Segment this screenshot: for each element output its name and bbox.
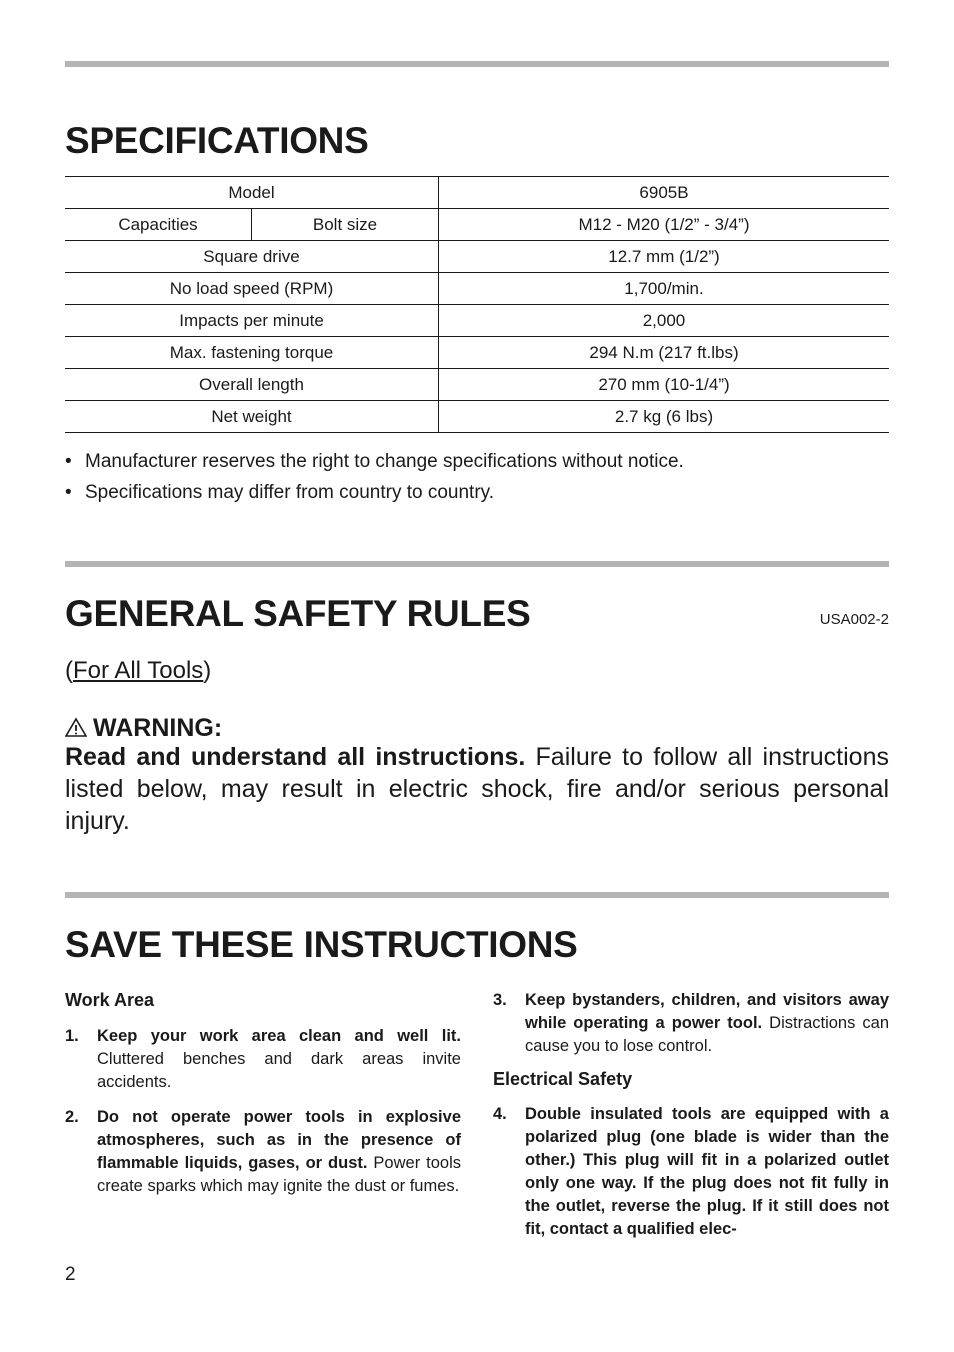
- list-item: 1. Keep your work area clean and well lit. Cluttered benches and dark areas invite accidents.: [65, 1027, 461, 1091]
- spec-value: 1,700/min.: [439, 273, 890, 305]
- spec-label: Square drive: [65, 241, 439, 273]
- table-row: [65, 337, 889, 369]
- top-rule: [65, 61, 889, 67]
- document-code: USA002-2: [819, 611, 889, 628]
- spec-value: 12.7 mm (1/2”): [439, 241, 890, 273]
- warning-heading: WARNING:: [65, 714, 222, 743]
- list-item: 3. Keep bystanders, children, and visitors away while operating a power tool. Distractions can cause you to lose control.: [493, 991, 889, 1055]
- spec-value: M12 - M20 (1/2” - 3/4”): [439, 209, 890, 241]
- spec-value: 2.7 kg (6 lbs): [439, 401, 890, 433]
- spec-label: Impacts per minute: [65, 305, 439, 337]
- left-column: [65, 989, 461, 1198]
- table-row: [65, 241, 889, 273]
- section-rule: [65, 561, 889, 567]
- list-item: 4. Double insulated tools are equipped with a polarized plug (one blade is wider than the other.) This plug will fit in a polarized outlet only one way. If the plug does not fit fully in the outlet, reverse the plug. If it still does not fit, contact a qualified elec-: [493, 1105, 889, 1238]
- bullet-icon: •: [65, 451, 72, 472]
- note-text: Manufacturer reserves the right to change specifications without notice.: [85, 451, 684, 472]
- spec-label: Overall length: [65, 369, 439, 401]
- list-item: [65, 481, 684, 512]
- table-row: [65, 369, 889, 401]
- bullet-icon: •: [65, 482, 72, 503]
- specifications-title: SPECIFICATIONS: [65, 120, 369, 161]
- page-number: 2: [65, 1264, 76, 1285]
- right-column: [493, 989, 889, 1241]
- section-rule: [65, 892, 889, 898]
- table-row: [65, 209, 889, 241]
- spec-label: Max. fastening torque: [65, 337, 439, 369]
- warning-triangle-icon: [65, 717, 87, 737]
- spec-value: 270 mm (10-1/4”): [439, 369, 890, 401]
- table-row: [65, 177, 889, 209]
- note-text: Specifications may differ from country to country.: [85, 482, 495, 503]
- electrical-safety-heading: Electrical Safety: [493, 1069, 633, 1089]
- spec-label: Capacities: [65, 209, 252, 241]
- list-item: 2. Do not operate power tools in explosive atmospheres, such as in the presence of flammable liquids, gases, or dust. Power tools create sparks which may ignite the dust or fumes.: [65, 1108, 461, 1195]
- spec-sublabel: Bolt size: [252, 209, 439, 241]
- list-item: [65, 450, 684, 481]
- spec-value: 6905B: [439, 177, 890, 209]
- specification-notes: [65, 450, 684, 512]
- specifications-table: [65, 176, 889, 433]
- spec-label: Model: [65, 177, 439, 209]
- safety-title: GENERAL SAFETY RULES: [65, 593, 531, 634]
- safety-subtitle: (For All Tools): [65, 657, 212, 684]
- spec-label: Net weight: [65, 401, 439, 433]
- spec-label: No load speed (RPM): [65, 273, 439, 305]
- table-row: [65, 273, 889, 305]
- work-area-heading: Work Area: [65, 990, 155, 1010]
- table-row: [65, 305, 889, 337]
- warning-body: Read and understand all instructions. Failure to follow all instructions listed below, may result in electric shock, fire and/or serious personal injury.: [65, 743, 889, 835]
- spec-value: 294 N.m (217 ft.lbs): [439, 337, 890, 369]
- save-title: SAVE THESE INSTRUCTIONS: [65, 924, 578, 965]
- table-row: [65, 401, 889, 433]
- spec-value: 2,000: [439, 305, 890, 337]
